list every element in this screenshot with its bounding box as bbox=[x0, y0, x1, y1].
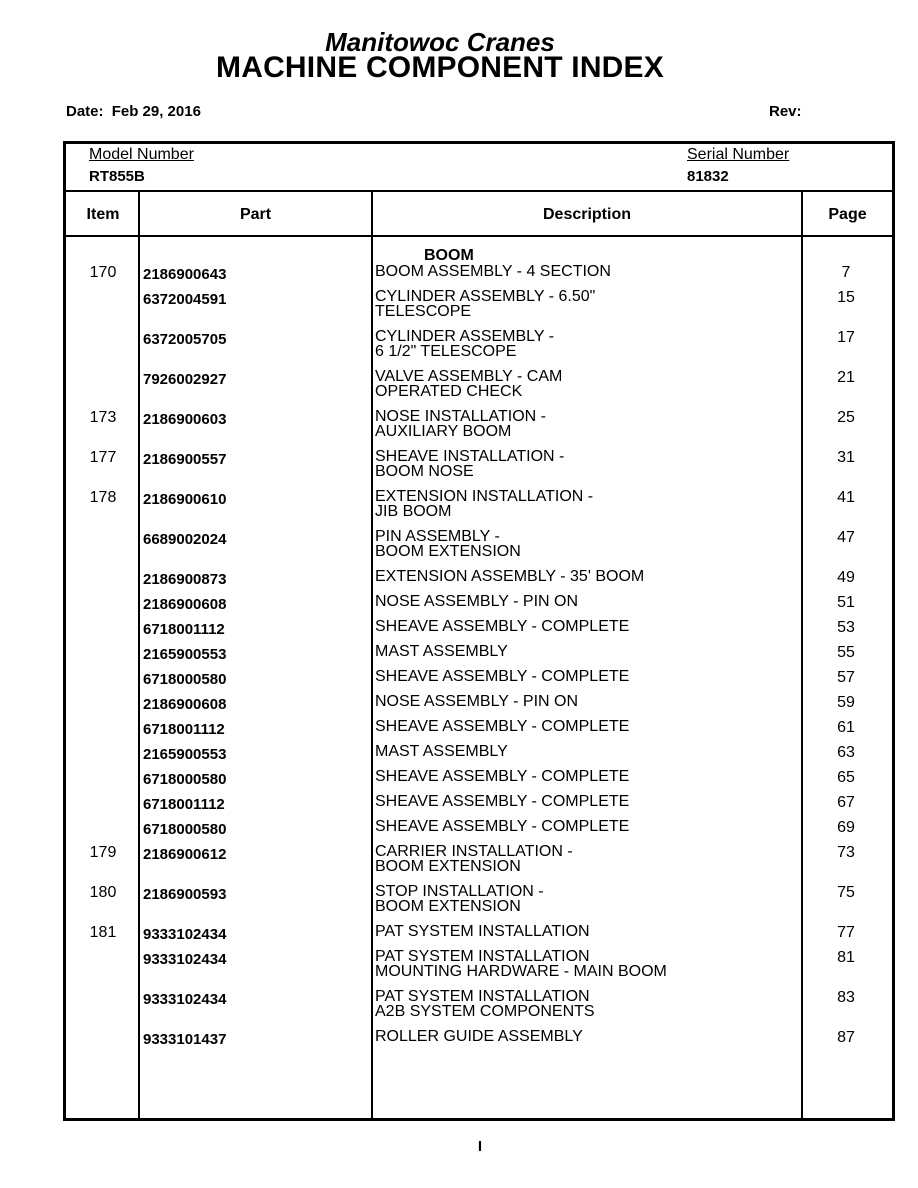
description-line: 6 1/2" TELESCOPE bbox=[375, 343, 517, 360]
table-row bbox=[66, 719, 892, 744]
section-heading: BOOM bbox=[424, 247, 474, 264]
part-number: 6718000580 bbox=[143, 821, 227, 838]
part-number: 6718000580 bbox=[143, 671, 227, 688]
page-number: I bbox=[477, 1138, 483, 1155]
description bbox=[375, 694, 795, 709]
page-reference: 73 bbox=[837, 844, 855, 861]
description-line: OPERATED CHECK bbox=[375, 383, 523, 400]
page-reference: 87 bbox=[837, 1029, 855, 1046]
description-line: JIB BOOM bbox=[375, 503, 452, 520]
table-row bbox=[66, 669, 892, 694]
description bbox=[375, 619, 795, 634]
description bbox=[375, 369, 795, 399]
description bbox=[375, 1029, 795, 1044]
part-number: 2186900610 bbox=[143, 491, 227, 508]
part-number: 2186900557 bbox=[143, 451, 227, 468]
part-number: 9333102434 bbox=[143, 991, 227, 1008]
description bbox=[375, 669, 795, 684]
part-number: 6372004591 bbox=[143, 291, 227, 308]
item-number: 179 bbox=[89, 844, 117, 861]
description-line: A2B SYSTEM COMPONENTS bbox=[375, 1003, 595, 1020]
description bbox=[375, 569, 795, 584]
description-line: SHEAVE ASSEMBLY - COMPLETE bbox=[375, 718, 630, 735]
description-line: STOP INSTALLATION - bbox=[375, 883, 544, 900]
company-name: Manitowoc Cranes bbox=[325, 27, 555, 57]
table-row bbox=[66, 989, 892, 1029]
item-number: 170 bbox=[89, 264, 117, 281]
column-header-page: Page bbox=[828, 206, 867, 223]
description bbox=[375, 949, 795, 979]
table-row bbox=[66, 619, 892, 644]
description-line: SHEAVE INSTALLATION - bbox=[375, 448, 565, 465]
table-row bbox=[66, 569, 892, 594]
page-reference: 51 bbox=[837, 594, 855, 611]
page-reference: 57 bbox=[837, 669, 855, 686]
page-reference: 63 bbox=[837, 744, 855, 761]
page-reference: 49 bbox=[837, 569, 855, 586]
description bbox=[375, 769, 795, 784]
page-reference: 41 bbox=[837, 489, 855, 506]
description-line: SHEAVE ASSEMBLY - COMPLETE bbox=[375, 818, 630, 835]
page-reference: 47 bbox=[837, 529, 855, 546]
description-line: PIN ASSEMBLY - bbox=[375, 528, 500, 545]
part-number: 9333102434 bbox=[143, 951, 227, 968]
description-line: NOSE INSTALLATION - bbox=[375, 408, 546, 425]
page-reference: 7 bbox=[841, 264, 851, 281]
item-number: 181 bbox=[89, 924, 117, 941]
description-line: VALVE ASSEMBLY - CAM bbox=[375, 368, 563, 385]
serial-number-label: Serial Number bbox=[687, 146, 790, 163]
part-number: 9333101437 bbox=[143, 1031, 227, 1048]
part-number: 6718001112 bbox=[143, 621, 225, 638]
page-reference: 69 bbox=[837, 819, 855, 836]
description-line: EXTENSION INSTALLATION - bbox=[375, 488, 594, 505]
page-reference: 25 bbox=[837, 409, 855, 426]
description bbox=[375, 989, 795, 1019]
description-line: NOSE ASSEMBLY - PIN ON bbox=[375, 693, 579, 710]
description-line: SHEAVE ASSEMBLY - COMPLETE bbox=[375, 768, 630, 785]
part-number: 9333102434 bbox=[143, 926, 227, 943]
description-line: BOOM EXTENSION bbox=[375, 543, 521, 560]
description-line: MAST ASSEMBLY bbox=[375, 743, 508, 760]
component-table bbox=[63, 141, 895, 1121]
page-reference: 67 bbox=[837, 794, 855, 811]
part-number: 2186900608 bbox=[143, 696, 227, 713]
table-row bbox=[66, 744, 892, 769]
item-number: 180 bbox=[89, 884, 117, 901]
table-row bbox=[66, 924, 892, 949]
description bbox=[375, 289, 795, 319]
item-number: 173 bbox=[89, 409, 117, 426]
description-line: PAT SYSTEM INSTALLATION bbox=[375, 923, 590, 940]
description-line: EXTENSION ASSEMBLY - 35' BOOM bbox=[375, 568, 645, 585]
table-row bbox=[66, 594, 892, 619]
model-number-label: Model Number bbox=[89, 146, 194, 163]
description bbox=[375, 489, 795, 519]
description bbox=[375, 409, 795, 439]
page-reference: 83 bbox=[837, 989, 855, 1006]
table-row bbox=[66, 884, 892, 924]
description-line: MAST ASSEMBLY bbox=[375, 643, 508, 660]
description-line: MOUNTING HARDWARE - MAIN BOOM bbox=[375, 963, 667, 980]
serial-number-value: 81832 bbox=[687, 168, 729, 185]
page-reference: 77 bbox=[837, 924, 855, 941]
description-line: SHEAVE ASSEMBLY - COMPLETE bbox=[375, 668, 630, 685]
page-reference: 55 bbox=[837, 644, 855, 661]
table-row bbox=[66, 289, 892, 329]
description bbox=[375, 329, 795, 359]
page-reference: 15 bbox=[837, 289, 855, 306]
description bbox=[375, 884, 795, 914]
description-line: CYLINDER ASSEMBLY - 6.50" bbox=[375, 288, 596, 305]
table-row bbox=[66, 529, 892, 569]
table-row bbox=[66, 1029, 892, 1054]
description-line: BOOM EXTENSION bbox=[375, 898, 521, 915]
column-header-item: Item bbox=[86, 206, 120, 223]
description bbox=[375, 529, 795, 559]
table-row bbox=[66, 769, 892, 794]
table-row bbox=[66, 369, 892, 409]
description bbox=[375, 264, 795, 279]
description-line: NOSE ASSEMBLY - PIN ON bbox=[375, 593, 579, 610]
description bbox=[375, 744, 795, 759]
header-divider bbox=[66, 190, 892, 192]
description-line: AUXILIARY BOOM bbox=[375, 423, 512, 440]
description-line: SHEAVE ASSEMBLY - COMPLETE bbox=[375, 618, 630, 635]
page-reference: 31 bbox=[837, 449, 855, 466]
description-line: CYLINDER ASSEMBLY - bbox=[375, 328, 555, 345]
document-title: MACHINE COMPONENT INDEX bbox=[216, 51, 664, 84]
part-number: 2186900603 bbox=[143, 411, 227, 428]
description-line: BOOM NOSE bbox=[375, 463, 474, 480]
part-number: 6372005705 bbox=[143, 331, 227, 348]
part-number: 6689002024 bbox=[143, 531, 227, 548]
description bbox=[375, 794, 795, 809]
table-row bbox=[66, 949, 892, 989]
column-header-description: Description bbox=[542, 206, 631, 223]
part-number: 2186900873 bbox=[143, 571, 227, 588]
description-line: BOOM EXTENSION bbox=[375, 858, 521, 875]
description-line: ROLLER GUIDE ASSEMBLY bbox=[375, 1028, 583, 1045]
part-number: 6718001112 bbox=[143, 721, 225, 738]
table-row bbox=[66, 794, 892, 819]
table-row bbox=[66, 844, 892, 884]
table-body bbox=[66, 264, 892, 1054]
description bbox=[375, 644, 795, 659]
part-number: 2186900612 bbox=[143, 846, 227, 863]
page-reference: 65 bbox=[837, 769, 855, 786]
date-line bbox=[66, 103, 201, 120]
description bbox=[375, 719, 795, 734]
part-number: 6718000580 bbox=[143, 771, 227, 788]
part-number: 2165900553 bbox=[143, 646, 227, 663]
date-label: Date: bbox=[66, 103, 104, 120]
page-reference: 75 bbox=[837, 884, 855, 901]
page-reference: 81 bbox=[837, 949, 855, 966]
part-number: 6718001112 bbox=[143, 796, 225, 813]
table-row bbox=[66, 644, 892, 669]
description bbox=[375, 449, 795, 479]
description bbox=[375, 594, 795, 609]
part-number: 2186900593 bbox=[143, 886, 227, 903]
description bbox=[375, 844, 795, 874]
description bbox=[375, 924, 795, 939]
part-number: 2186900608 bbox=[143, 596, 227, 613]
table-row bbox=[66, 329, 892, 369]
table-row bbox=[66, 409, 892, 449]
table-row bbox=[66, 449, 892, 489]
item-number: 178 bbox=[89, 489, 117, 506]
model-number-value: RT855B bbox=[89, 168, 145, 185]
page-reference: 59 bbox=[837, 694, 855, 711]
description-line: PAT SYSTEM INSTALLATION bbox=[375, 948, 590, 965]
rev-label: Rev: bbox=[769, 103, 802, 120]
part-number: 2186900643 bbox=[143, 266, 227, 283]
column-header-divider bbox=[66, 235, 892, 237]
description-line: TELESCOPE bbox=[375, 303, 472, 320]
description-line: CARRIER INSTALLATION - bbox=[375, 843, 573, 860]
table-row bbox=[66, 819, 892, 844]
description-line: BOOM ASSEMBLY - 4 SECTION bbox=[375, 263, 611, 280]
description-line: SHEAVE ASSEMBLY - COMPLETE bbox=[375, 793, 630, 810]
part-number: 7926002927 bbox=[143, 371, 227, 388]
table-row bbox=[66, 264, 892, 289]
page-reference: 21 bbox=[837, 369, 855, 386]
page-reference: 17 bbox=[837, 329, 855, 346]
table-row bbox=[66, 489, 892, 529]
column-header-part: Part bbox=[239, 206, 272, 223]
date-value: Feb 29, 2016 bbox=[111, 103, 201, 120]
part-number: 2165900553 bbox=[143, 746, 227, 763]
description bbox=[375, 819, 795, 834]
table-row bbox=[66, 694, 892, 719]
description-line: PAT SYSTEM INSTALLATION bbox=[375, 988, 590, 1005]
page-reference: 61 bbox=[837, 719, 855, 736]
item-number: 177 bbox=[89, 449, 117, 466]
page-reference: 53 bbox=[837, 619, 855, 636]
